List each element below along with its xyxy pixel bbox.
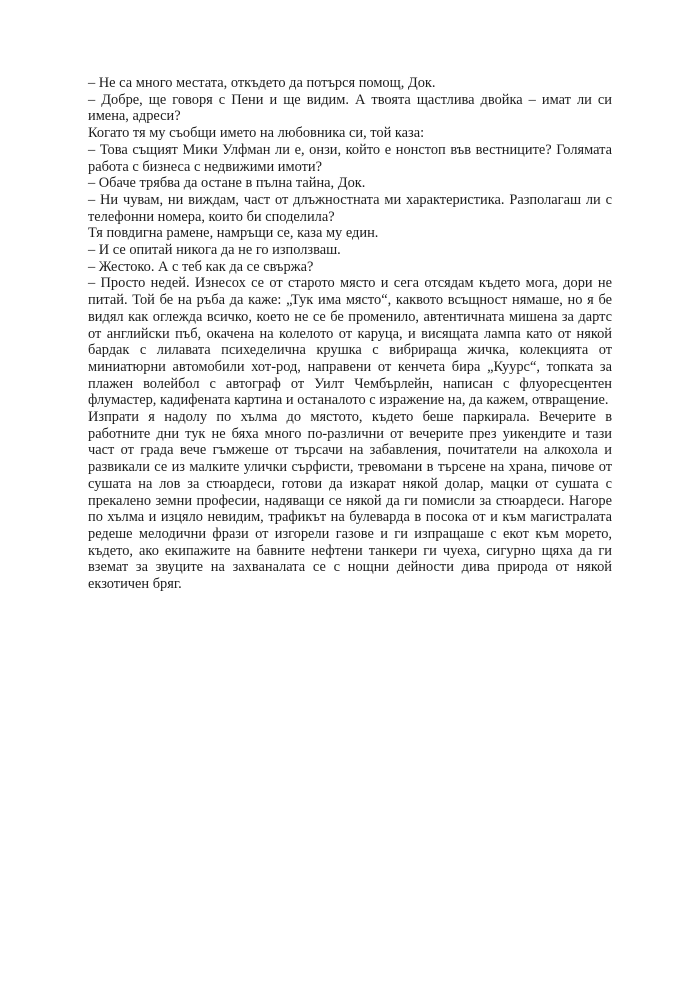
paragraph-3: Когато тя му съобщи името на любовника си, той каза: [88, 125, 425, 142]
paragraph-2: – Добре, ще говоря с Пени и ще видим. А твоята щастлива двойка – имат ли си имена, адреси? [88, 91, 612, 125]
paragraph-11: Изпрати я надолу по хълма до мястото, където беше паркирала. Вечерите в работните дни тук не бяха много по-различни от вечерите през уикендите и тази част от града вече гъмжеше от търсачи на забавления, почитатели на алкохола и развикали се из малките улички сърфисти, тревомани в търсене на храна, пичове от сушата на лов за стюардеси, готови да изкарат някой долар, мацки от сушата с прекалено земни професии, надяващи се някой да ги помисли за стюардеси. Нагоре по хълма и изцяло невидим, трафикът на булеварда в посока от и към магистралата редеше мелодични фрази от изгорели газове и ги изпращаше с екот към морето, където, ако екипажите на бавните нефтени танкери ги чуеха, сигурно щяха да ги вземат за звуците на захваналата се с нощни дейности дива природа от някой екзотичен бряг. [88, 409, 612, 593]
text-column [88, 75, 612, 593]
paragraph-9: – Жестоко. А с теб как да се свържа? [88, 258, 314, 275]
paragraph-6: – Ни чувам, ни виждам, част от длъжностната ми характеристика. Разполагаш ли с телефонни номера, които би споделила? [88, 191, 612, 225]
paragraph-4: – Това същият Мики Улфман ли е, онзи, който е нонстоп във вестниците? Голямата работа с бизнеса с недвижими имоти? [88, 141, 612, 175]
paragraph-1: – Не са много местата, откъдето да потърся помощ, Док. [88, 75, 436, 91]
paragraph-10: – Просто недей. Изнесох се от старото място и сега отсядам където мога, дори не питай. Той бе на ръба да каже: „Тук има място“, каквото всъщност нямаше, но я бе видял как оглежда всичко, което не се бе променило, автентичната мишена за дартс от английски пъб, окачена на колелото от каруца, и висящата лампа като от някой бардак с лилавата психеделична крушка с вибрираща жичка, колекцията от миниатюрни автомобили хот-род, направени от кенчета бира „Куурс“, топката за плажен волейбол с автограф от Уилт Чембърлейн, написан с флуоресцентен флумастер, кадифената картина и останалото с изражение на, да кажем, отвращение. [88, 275, 612, 409]
paragraph-7: Тя повдигна рамене, намръщи се, каза му един. [88, 225, 379, 242]
paragraph-8: – И се опитай никога да не го използваш. [88, 242, 341, 259]
paragraph-5: – Обаче трябва да остане в пълна тайна, Док. [88, 175, 366, 192]
